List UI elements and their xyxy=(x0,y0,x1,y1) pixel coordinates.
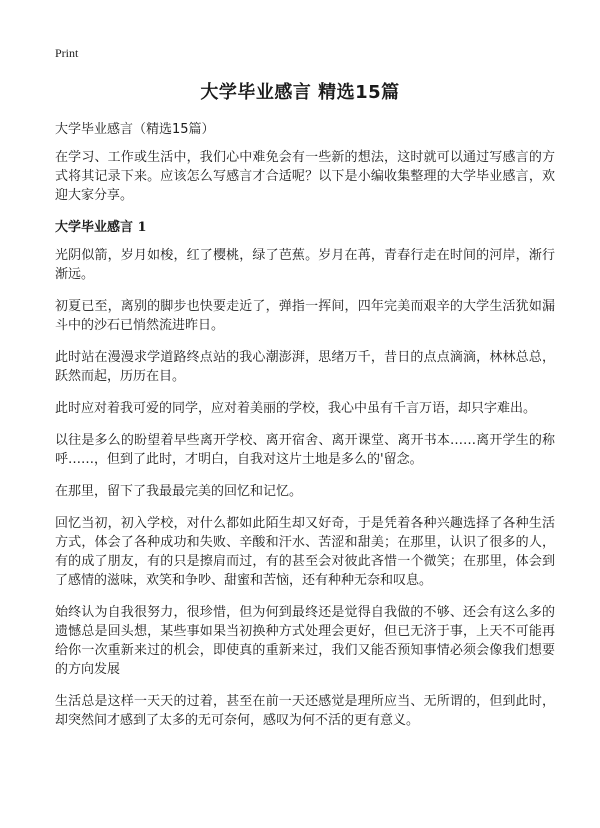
section-paragraph: 初夏已至，离别的脚步也快要走近了，弹指一挥间，四年完美而艰辛的大学生活犹如漏斗中的沙石已悄然流进昨日。 xyxy=(55,299,555,333)
article-subtitle: 大学毕业感言（精选15篇） xyxy=(55,122,215,137)
section-paragraph: 此时应对着我可爱的同学，应对着美丽的学校，我心中虽有千言万语，却只字难出。 xyxy=(55,401,537,416)
intro-paragraph: 在学习、工作或生活中，我们心中难免会有一些新的想法，这时就可以通过写感言的方式将其记录下来。应该怎么写感言才合适呢？以下是小编收集整理的大学毕业感言，欢迎大家分享。 xyxy=(55,150,555,203)
section-paragraph: 此时站在漫漫求学道路终点站的我心潮澎湃，思绪万千，昔日的点点滴滴，林林总总，跃然而起，历历在目。 xyxy=(55,350,555,384)
section-paragraph: 以往是多么的盼望着早些离开学校、离开宿舍、离开课堂、离开书本……离开学生的称呼……，但到了此时，才明白，自我对这片土地是多么的'留念。 xyxy=(55,433,555,467)
page-title: 大学毕业感言 精选15篇 xyxy=(200,82,400,103)
section-paragraph: 在那里，留下了我最最完美的回忆和记忆。 xyxy=(55,484,303,499)
print-link[interactable]: Print xyxy=(55,46,79,60)
article-body xyxy=(55,120,555,743)
section-paragraph: 光阴似箭，岁月如梭，红了樱桃，绿了芭蕉。岁月在苒，青春行走在时间的河岸，渐行渐远。 xyxy=(55,248,555,282)
section-paragraph: 生活总是这样一天天的过着，甚至在前一天还感觉是理所应当、无所谓的，但到此时，却突然间才感到了太多的无可奈何，感叹为何不活的更有意义。 xyxy=(55,694,555,728)
section-paragraph: 回忆当初，初入学校，对什么都如此陌生却又好奇，于是凭着各种兴趣选择了各种生活方式，体会了各种成功和失败、辛酸和汗水、苦涩和甜美；在那里，认识了很多的人，有的成了朋友，有的只是擦肩而过，有的甚至会对彼此吝惜一个微笑；在那里，体会到了感情的滋味，欢笑和争吵、甜蜜和苦恼，还有种种无奈和叹息。 xyxy=(55,516,555,588)
section-heading: 大学毕业感言 1 xyxy=(55,220,147,235)
section-paragraph: 始终认为自我很努力，很珍惜，但为何到最终还是觉得自我做的不够、还会有这么多的遗憾总是回头想，某些事如果当初换种方式处理会更好，但已无济于事，上天不可能再给你一次重新来过的机会，即使真的重新来过，我们又能否预知事情必须会像我们想要的方向发展 xyxy=(55,605,555,677)
